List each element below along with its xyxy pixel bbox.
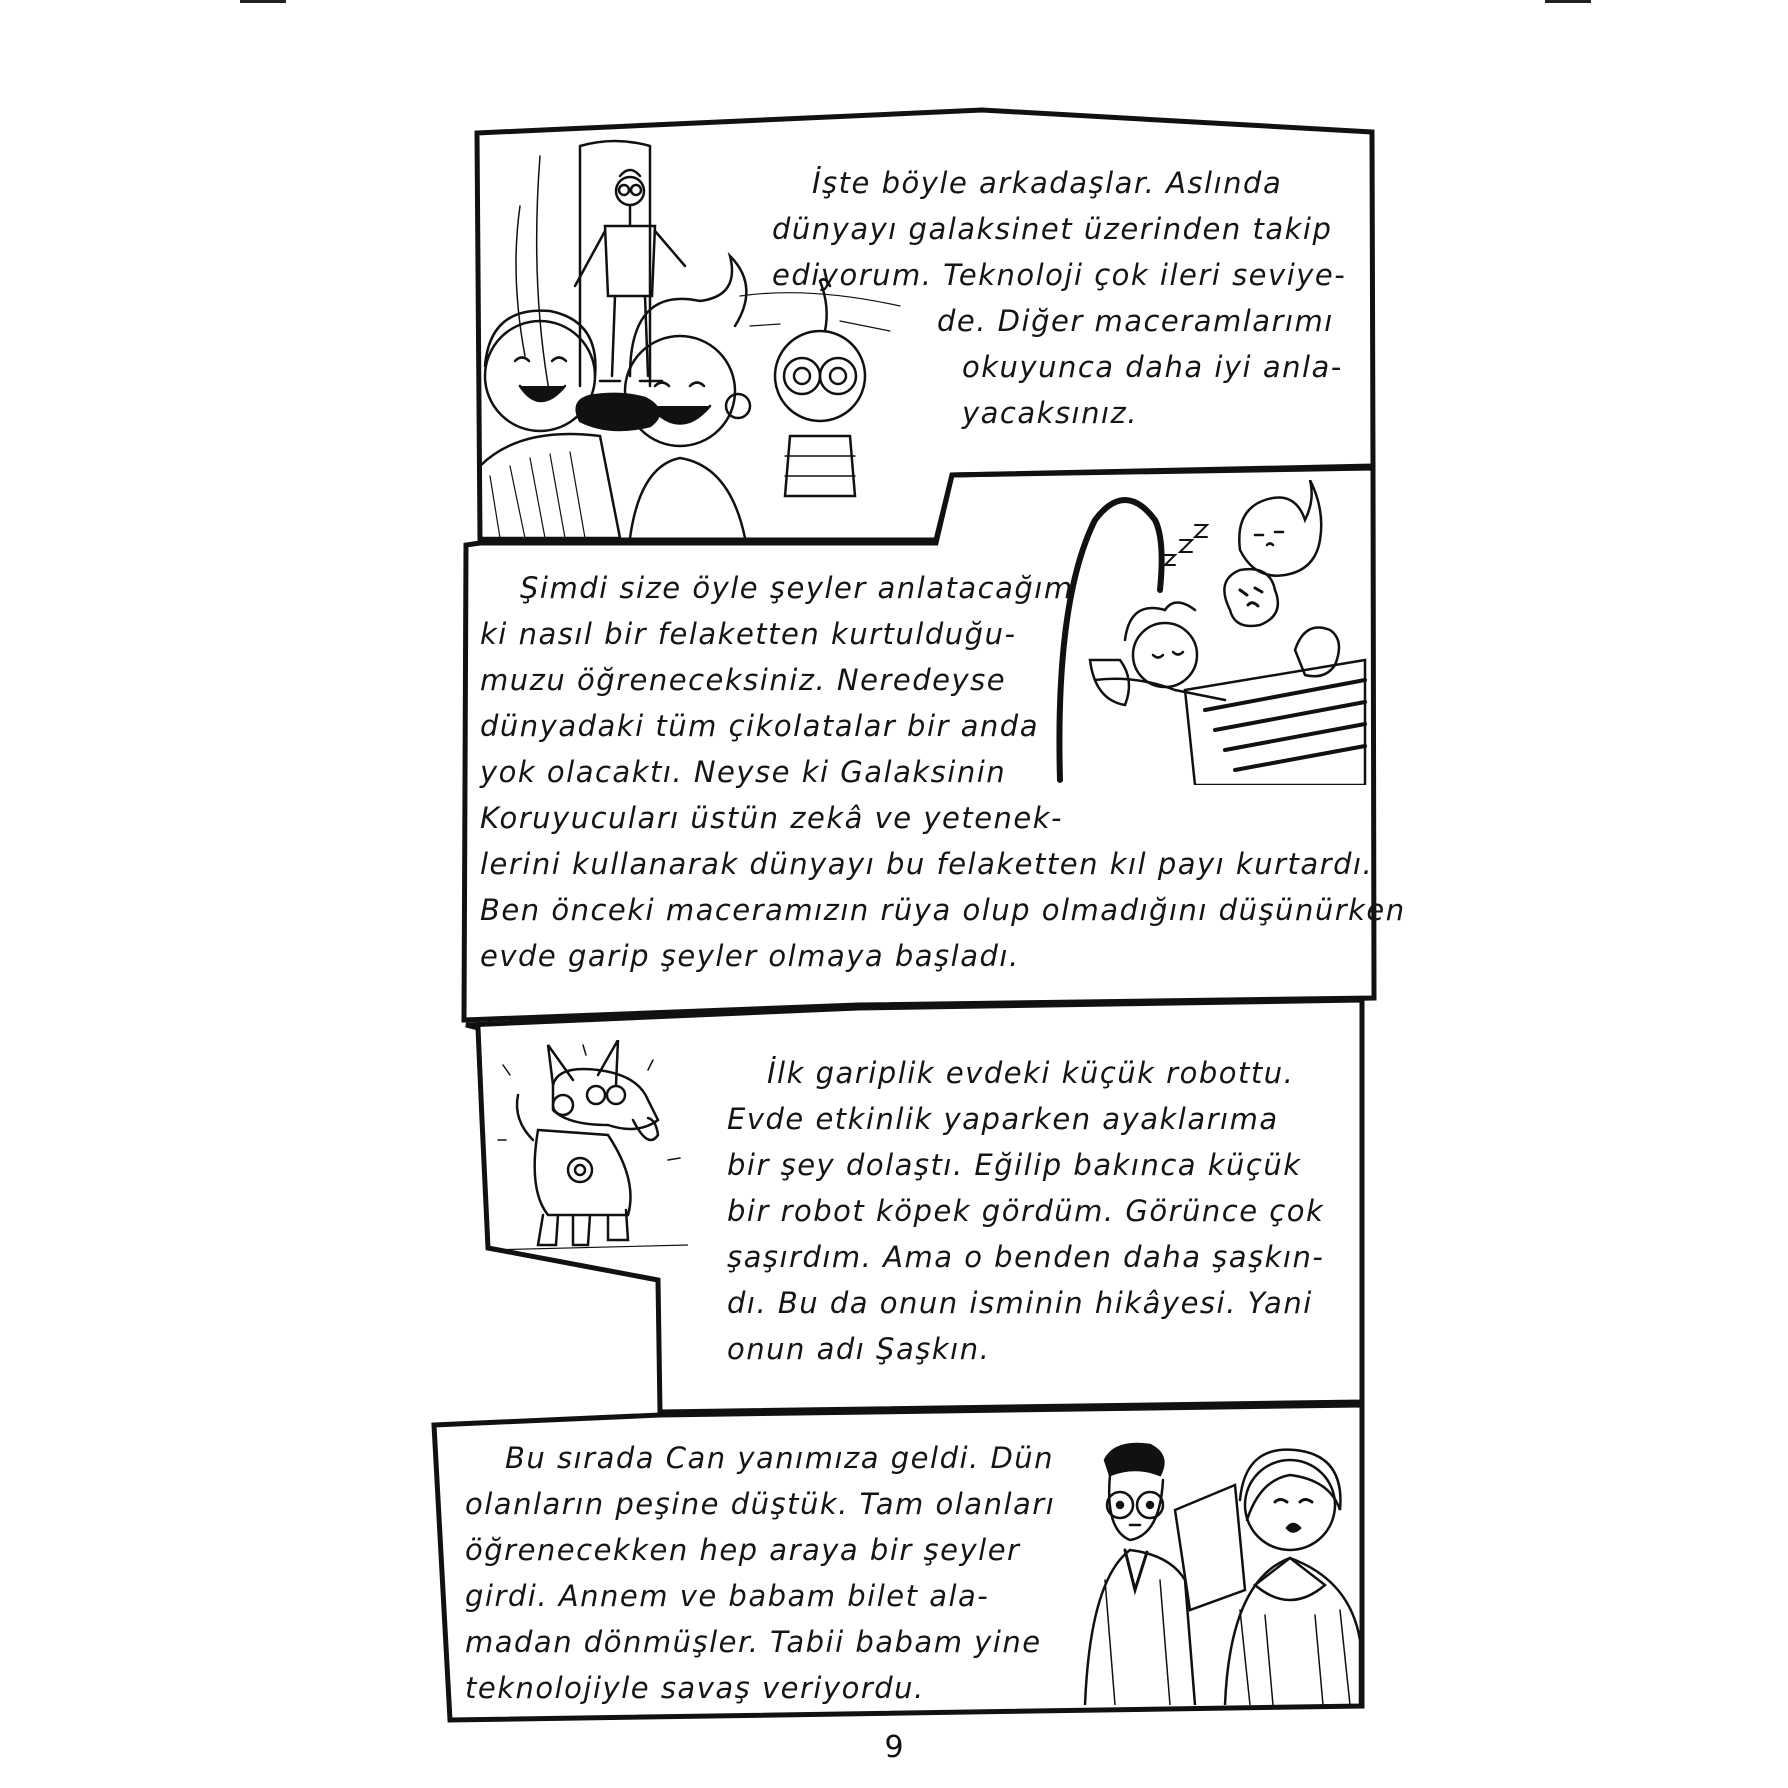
robot-dog-illustration xyxy=(488,1040,688,1250)
panel-3-line-6: dı. Bu da onun isminin hikâyesi. Yani xyxy=(727,1286,1313,1320)
panel-4-narration xyxy=(465,1435,1055,1711)
panel-1-line-3: ediyorum. Teknoloji çok ileri seviye- xyxy=(772,258,1347,292)
panel-3-line-7: onun adı Şaşkın. xyxy=(727,1332,991,1366)
panel-1-line-1: İşte böyle arkadaşlar. Aslında xyxy=(812,166,1283,200)
panel-2-line-9: evde garip şeyler olmaya başladı. xyxy=(480,939,1020,973)
panel-3-line-5: şaşırdım. Ama o benden daha şaşkın- xyxy=(727,1240,1325,1274)
panel-1-line-4: de. Diğer maceramlarımı xyxy=(937,304,1334,338)
panel-2-line-4: dünyadaki tüm çikolatalar bir anda xyxy=(480,709,1039,743)
panel-2-line-3: muzu öğreneceksiniz. Neredeyse xyxy=(480,663,1007,697)
panel-2-line-5: yok olacaktı. Neyse ki Galaksinin xyxy=(480,755,1007,789)
panel-2-line-8: Ben önceki maceramızın rüya olup olmadığını düşünürken xyxy=(480,893,1406,927)
panel-2-line-2: ki nasıl bir felaketten kurtulduğu- xyxy=(480,617,1017,651)
panel-1-line-5: okuyunca daha iyi anla- xyxy=(962,350,1343,384)
panel-3-narration xyxy=(727,1050,1324,1372)
panel-2-line-7: lerini kullanarak dünyayı bu felaketten kıl payı kurtardı. xyxy=(480,847,1374,881)
panel-2-line-6: Koruyucuları üstün zekâ ve yetenek- xyxy=(480,801,1064,835)
panel-4-line-1: Bu sırada Can yanımıza geldi. Dün xyxy=(505,1441,1055,1475)
panel-2-narration xyxy=(480,565,1406,979)
panel-3-line-4: bir robot köpek gördüm. Görünce çok xyxy=(727,1194,1325,1228)
panel-1-line-2: dünyayı galaksinet üzerinden takip xyxy=(772,212,1333,246)
panel-2-line-1: Şimdi size öyle şeyler anlatacağım xyxy=(520,571,1074,605)
panel-4-line-6: teknolojiyle savaş veriyordu. xyxy=(465,1671,925,1705)
page-number: 9 xyxy=(884,1730,904,1765)
father-and-mother-illustration xyxy=(1075,1440,1360,1705)
panel-3-line-1: İlk gariplik evdeki küçük robottu. xyxy=(767,1056,1295,1090)
panel-3-line-2: Evde etkinlik yaparken ayaklarıma xyxy=(727,1102,1279,1136)
panel-4-line-5: madan dönmüşler. Tabii babam yine xyxy=(465,1625,1042,1659)
panel-4-line-2: olanların peşine düştük. Tam olanları xyxy=(465,1487,1056,1521)
panel-1-narration xyxy=(772,160,1346,436)
panel-4-line-4: girdi. Annem ve babam bilet ala- xyxy=(465,1579,990,1613)
panel-4-line-3: öğrenecekken hep araya bir şeyler xyxy=(465,1533,1021,1567)
panel-3-line-3: bir şey dolaştı. Eğilip bakınca küçük xyxy=(727,1148,1302,1182)
panel-1-line-6: yacaksınız. xyxy=(962,396,1138,430)
